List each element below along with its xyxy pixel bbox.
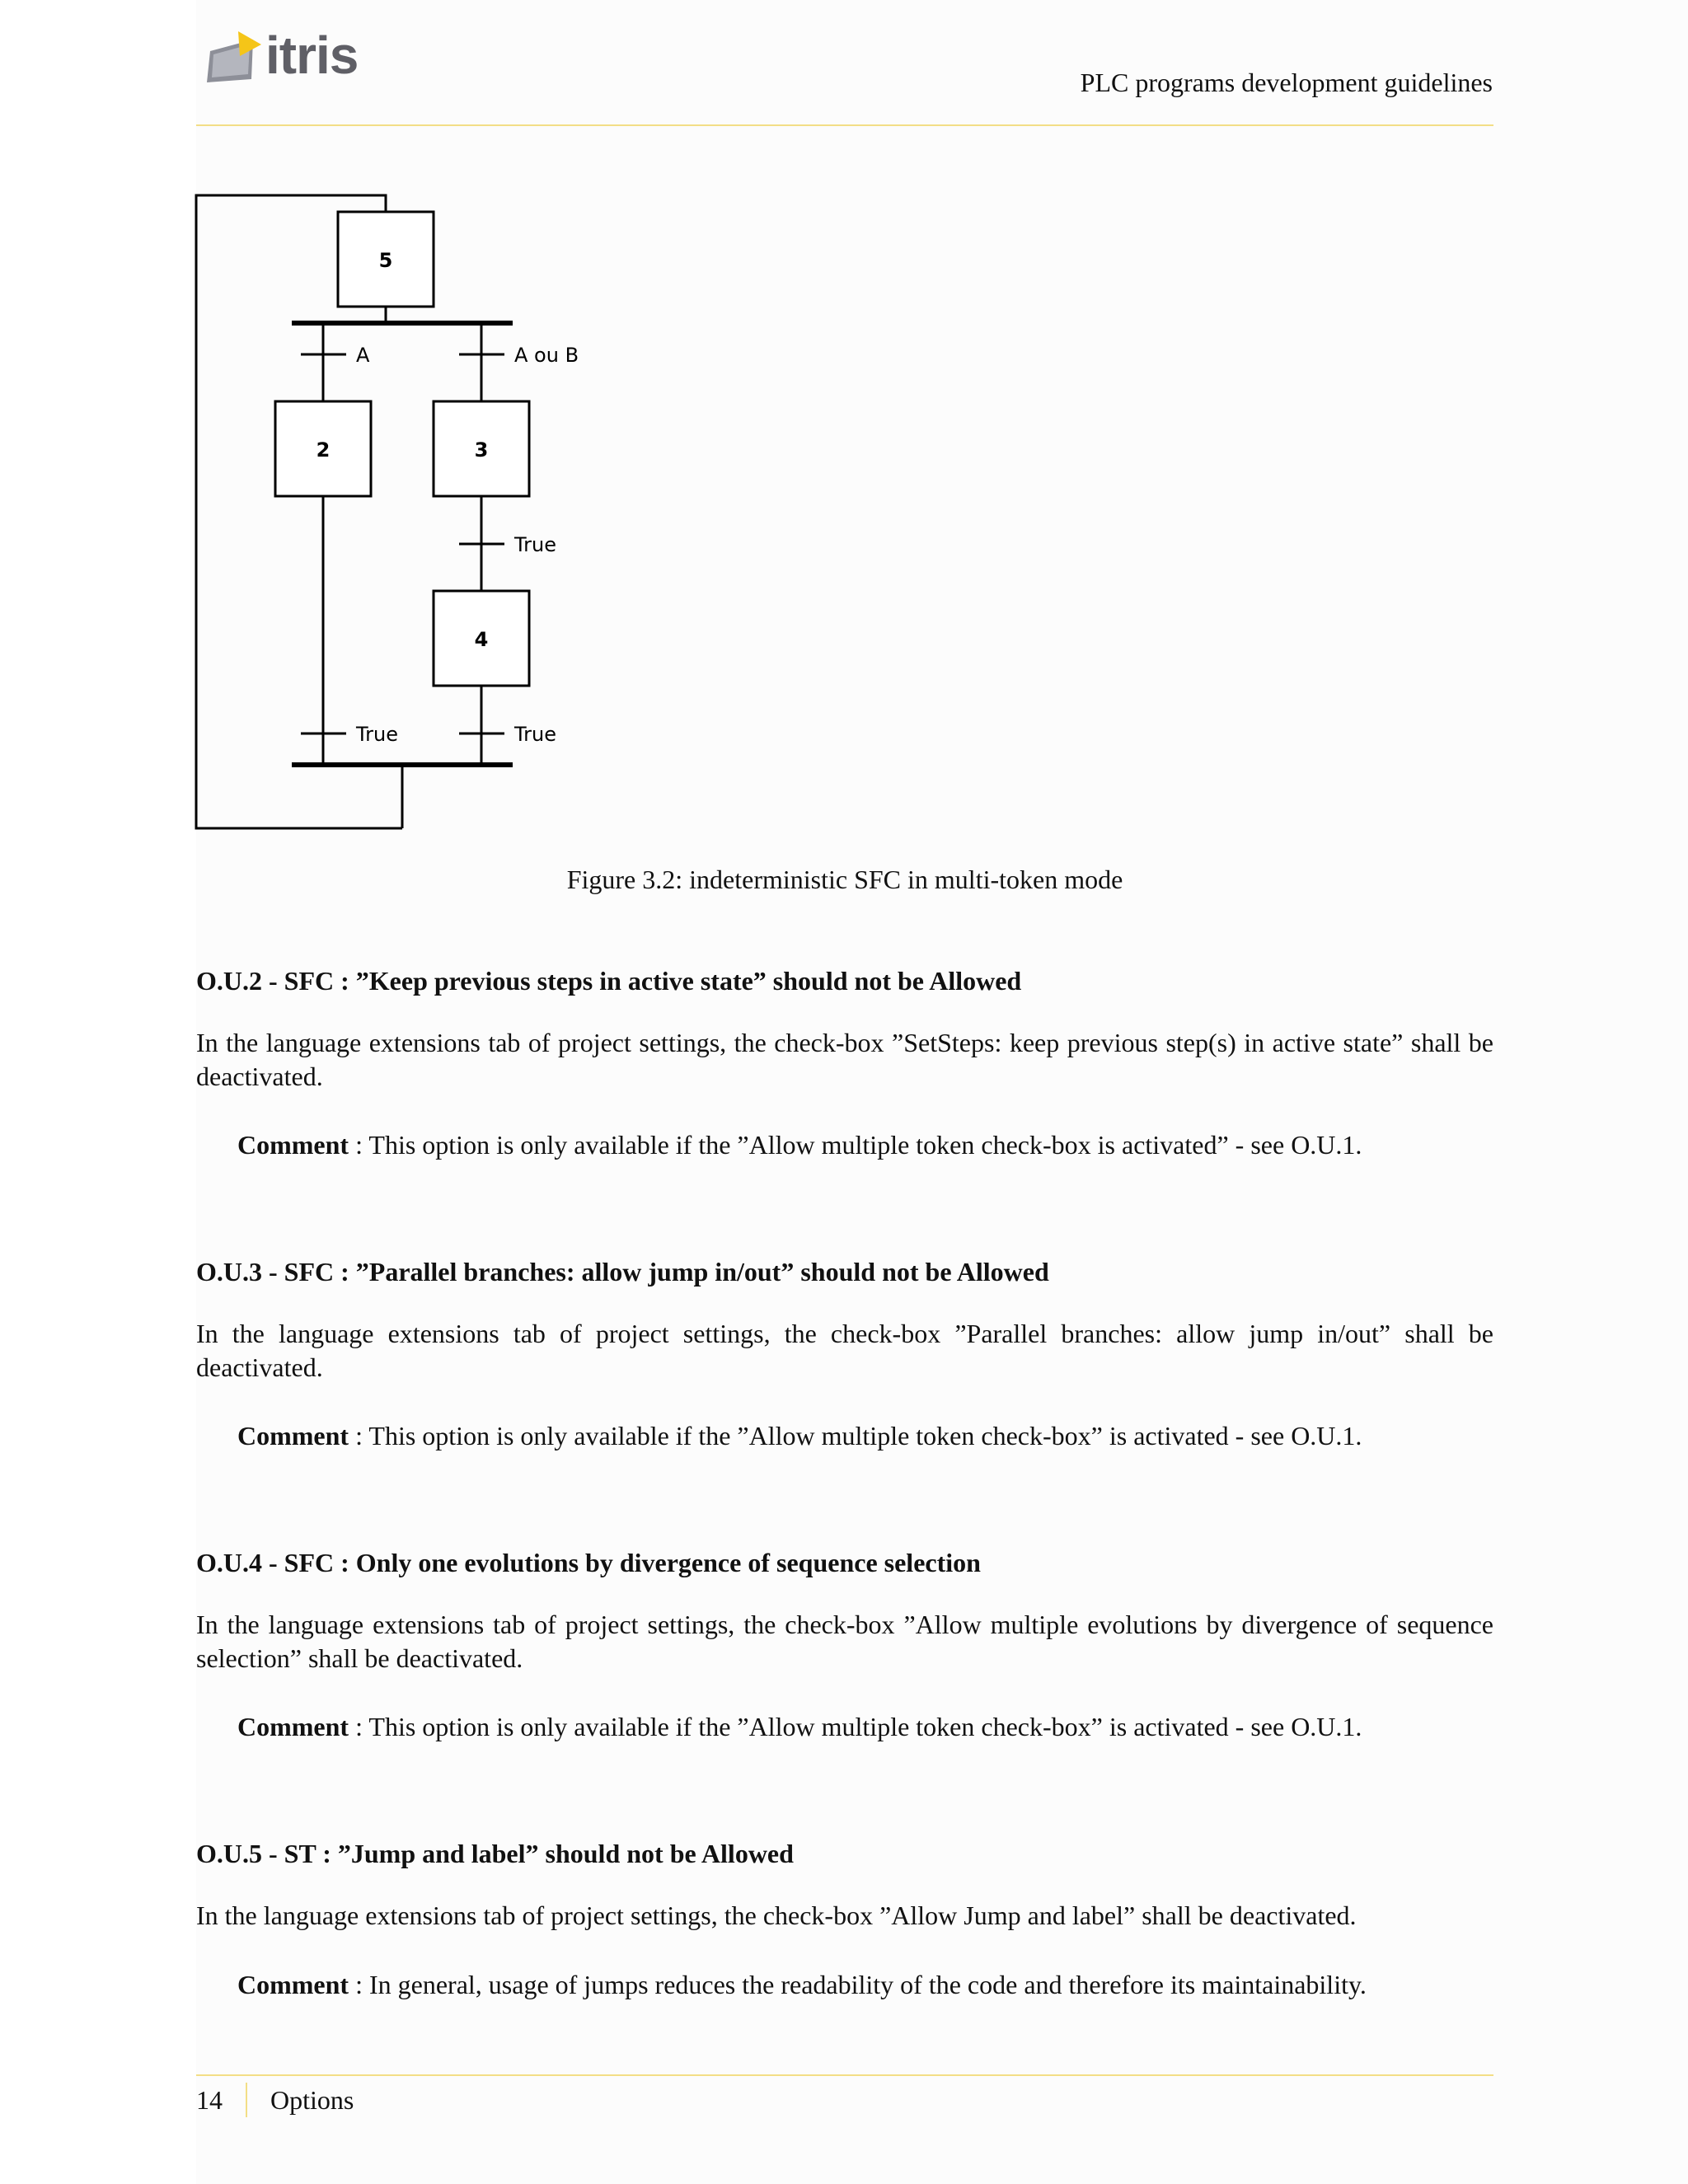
section-comment: [237, 1128, 1493, 1162]
comment-label: Comment: [237, 1712, 349, 1741]
section-heading: O.U.3 - SFC : ”Parallel branches: allow jump in/out” should not be Allowed: [196, 1257, 1049, 1286]
sfc-diagram: [190, 185, 585, 837]
footer-section-label: Options: [270, 2085, 354, 2115]
section-body: In the language extensions tab of project settings, the check-box ”SetSteps: keep previous step(s) in active state” shall be deactivated.: [196, 1028, 1493, 1091]
comment-text: : In general, usage of jumps reduces the readability of the code and therefore its maintainability.: [349, 1970, 1367, 1999]
page-number: 14: [196, 2085, 223, 2115]
section-comment: [237, 1968, 1493, 2002]
section-comment: [237, 1710, 1493, 1744]
footer-rule: [196, 2074, 1493, 2076]
footer-separator: [246, 2083, 247, 2117]
step-2-label: 2: [316, 438, 331, 462]
transition-label-true-left: True: [356, 723, 398, 746]
step-3-label: 3: [474, 438, 489, 462]
comment-label: Comment: [237, 1130, 349, 1160]
header-rule: [196, 124, 1493, 126]
step-4-label: 4: [474, 628, 489, 651]
section-body: In the language extensions tab of project settings, the check-box ”Parallel branches: allow jump in/out” shall be deactivated.: [196, 1319, 1493, 1382]
comment-label: Comment: [237, 1421, 349, 1451]
transition-label-a-ou-b: A ou B: [514, 344, 579, 367]
transition-label-a: A: [356, 344, 370, 367]
transition-label-true-right: True: [514, 723, 556, 746]
section-body: In the language extensions tab of project settings, the check-box ”Allow Jump and label” shall be deactivated.: [196, 1900, 1357, 1930]
section-heading: O.U.2 - SFC : ”Keep previous steps in active state” should not be Allowed: [196, 966, 1022, 996]
logo-text: itris: [265, 26, 359, 85]
section-heading: O.U.4 - SFC : Only one evolutions by divergence of sequence selection: [196, 1548, 981, 1577]
section-heading: O.U.5 - ST : ”Jump and label” should not be Allowed: [196, 1839, 794, 1868]
comment-label: Comment: [237, 1970, 349, 1999]
section-body: In the language extensions tab of project settings, the check-box ”Allow multiple evolutions by divergence of sequence selection” shall be deactivated.: [196, 1610, 1493, 1673]
step-5-label: 5: [378, 249, 393, 272]
comment-text: : This option is only available if the ”Allow multiple token check-box” is activated - see O.U.1.: [349, 1712, 1362, 1741]
transition-label-true-mid: True: [514, 533, 556, 556]
figure-caption: Figure 3.2: indeterministic SFC in multi-token mode: [566, 865, 1123, 894]
comment-text: : This option is only available if the ”Allow multiple token check-box” is activated - see O.U.1.: [349, 1421, 1362, 1451]
section-comment: [237, 1419, 1493, 1453]
comment-text: : This option is only available if the ”Allow multiple token check-box is activated” - see O.U.1.: [349, 1130, 1362, 1160]
header-title: PLC programs development guidelines: [1080, 68, 1493, 97]
